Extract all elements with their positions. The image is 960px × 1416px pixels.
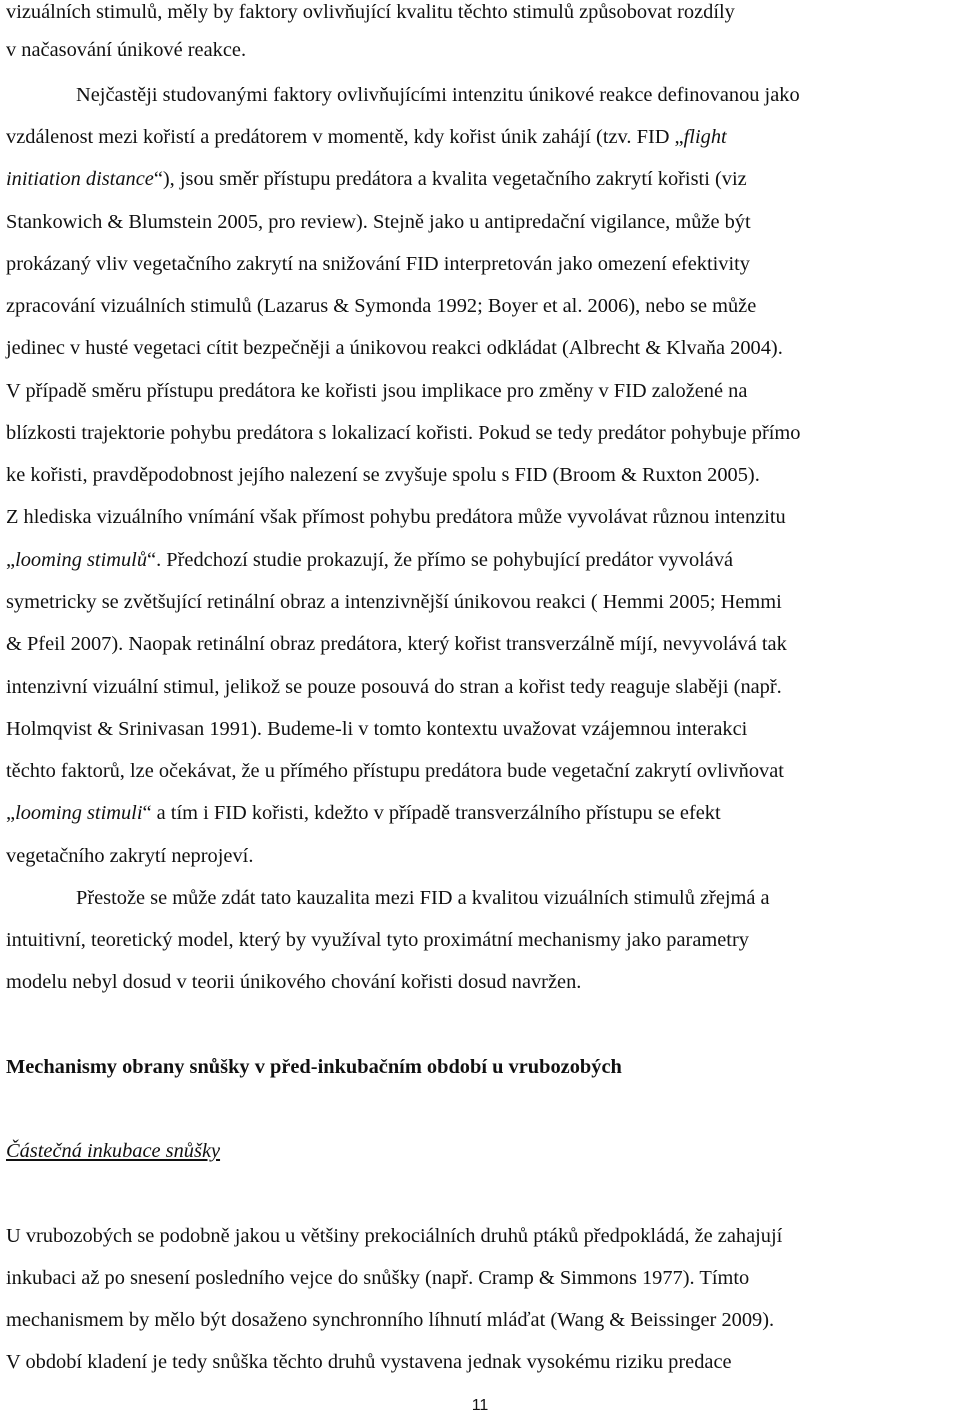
text-line: & Pfeil 2007). Naopak retinální obraz predátora, který kořist transverzálně míjí, nevyvolává tak bbox=[6, 633, 787, 655]
italic-term: flight bbox=[683, 126, 727, 148]
subsection-heading: Částečná inkubace snůšky bbox=[6, 1140, 221, 1162]
text-line bbox=[6, 125, 958, 149]
text-line: blízkosti trajektorie pohybu predátora s lokalizací kořisti. Pokud se tedy predátor pohybuje přímo bbox=[6, 422, 801, 444]
text-line bbox=[6, 548, 958, 572]
text-line: v načasování únikové reakce. bbox=[6, 39, 247, 61]
text-line: těchto faktorů, lze očekávat, že u přímého přístupu predátora bude vegetační zakrytí ovlivňovat bbox=[6, 760, 784, 782]
text-line: modelu nebyl dosud v teorii únikového chování kořisti dosud navržen. bbox=[6, 971, 582, 993]
text-line: Z hlediska vizuálního vnímání však přímost pohybu predátora může vyvolávat různou intenzitu bbox=[6, 506, 786, 528]
text-line: intuitivní, teoretický model, který by využíval tyto proximátní mechanismy jako parametry bbox=[6, 929, 749, 951]
text-run: vzdálenost mezi kořistí a predátorem v momentě, kdy kořist únik zahájí (tzv. FID „ bbox=[6, 126, 684, 148]
text-line: zpracování vizuálních stimulů (Lazarus & Symonda 1992; Boyer et al. 2006), nebo se může bbox=[6, 295, 757, 317]
text-run: “), jsou směr přístupu predátora a kvalita vegetačního zakrytí kořisti (viz bbox=[153, 168, 747, 190]
text-line bbox=[6, 801, 958, 825]
italic-term: initiation distance bbox=[6, 168, 154, 190]
text-line: vegetačního zakrytí neprojeví. bbox=[6, 845, 254, 867]
italic-term: looming stimulů bbox=[15, 549, 148, 571]
text-line: Holmqvist & Srinivasan 1991). Budeme-li v tomto kontextu uvažovat vzájemnou interakci bbox=[6, 718, 748, 740]
text-line bbox=[6, 167, 958, 191]
text-line: V období kladení je tedy snůška těchto druhů vystavena jednak vysokému riziku predace bbox=[6, 1351, 732, 1373]
text-line: prokázaný vliv vegetačního zakrytí na snižování FID interpretován jako omezení efektivity bbox=[6, 253, 750, 275]
text-run: „ bbox=[6, 802, 16, 824]
italic-term: looming stimuli bbox=[15, 802, 143, 824]
text-run: “. Předchozí studie prokazují, že přímo se pohybující predátor vyvolává bbox=[147, 549, 734, 571]
text-line: U vrubozobých se podobně jakou u většiny prekociálních druhů ptáků předpokládá, že zahajují bbox=[6, 1225, 783, 1247]
text-line: intenzivní vizuální stimul, jelikož se pouze posouvá do stran a kořist tedy reaguje slaběji (např. bbox=[6, 676, 782, 698]
text-run: „ bbox=[6, 549, 16, 571]
text-run: “ a tím i FID kořisti, kdežto v případě transverzálního přístupu se efekt bbox=[142, 802, 721, 824]
page-number: 11 bbox=[471, 1397, 489, 1414]
text-line: Přestože se může zdát tato kauzalita mezi FID a kvalitou vizuálních stimulů zřejmá a bbox=[76, 887, 770, 909]
text-line: inkubaci až po snesení posledního vejce do snůšky (např. Cramp & Simmons 1977). Tímto bbox=[6, 1267, 750, 1289]
text-line: ke kořisti, pravděpodobnost jejího nalezení se zvyšuje spolu s FID (Broom & Ruxton 2005). bbox=[6, 464, 760, 486]
text-line: symetricky se zvětšující retinální obraz a intenzivnější únikovou reakci ( Hemmi 2005; Hemmi bbox=[6, 591, 782, 613]
text-line: Stankowich & Blumstein 2005, pro review). Stejně jako u antipredační vigilance, může být bbox=[6, 211, 751, 233]
text-line: jedinec v husté vegetaci cítit bezpečněji a únikovou reakci odkládat (Albrecht & Klvaňa 2004). bbox=[6, 337, 783, 359]
section-heading: Mechanismy obrany snůšky v před-inkubačním období u vrubozobých bbox=[6, 1056, 622, 1078]
text-line: V případě směru přístupu predátora ke kořisti jsou implikace pro změny v FID založené na bbox=[6, 380, 748, 402]
text-line: Nejčastěji studovanými faktory ovlivňujícími intenzitu únikové reakce definovanou jako bbox=[76, 84, 800, 106]
text-line: mechanismem by mělo být dosaženo synchronního líhnutí mláďat (Wang & Beissinger 2009). bbox=[6, 1309, 775, 1331]
text-line: vizuálních stimulů, měly by faktory ovlivňující kvalitu těchto stimulů způsobovat rozdíly bbox=[6, 1, 735, 23]
